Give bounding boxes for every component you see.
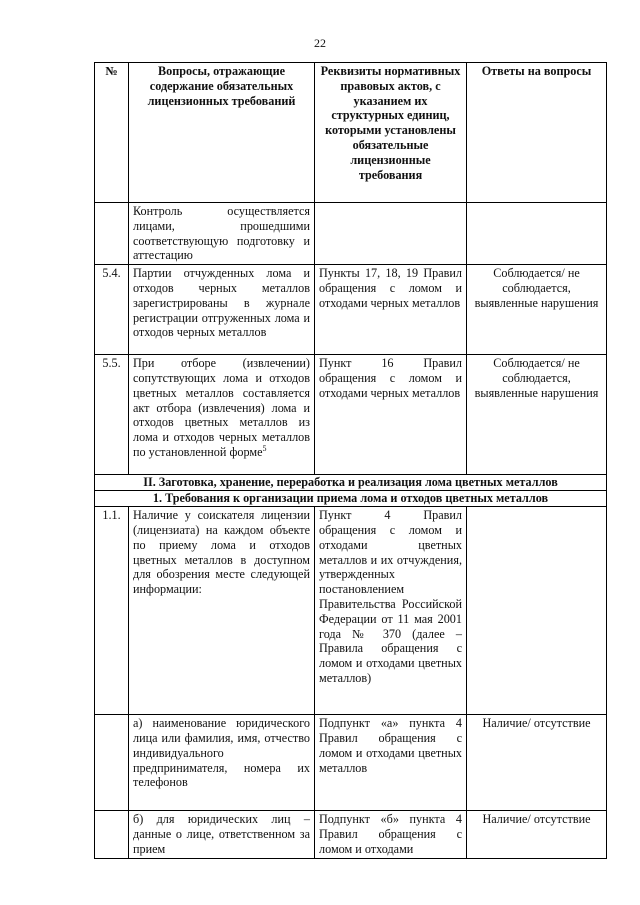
row-question: б) для юридических лиц – данные о лице, ответственном за прием [129,811,315,858]
row-answer: Наличие/ отсутствие [467,715,607,811]
table-row [95,715,607,811]
row-requisites: Подпункт «а» пункта 4 Правил обращения с ломом и отходами цветных металлов [315,715,467,811]
row-requisites: Пункт 16 Правил обращения с ломом и отходами черных металлов [315,355,467,475]
row-requisites: Пункты 17, 18, 19 Правил обращения с ломом и отходами черных металлов [315,265,467,355]
row-answer [467,507,607,715]
row-question [129,355,315,475]
section-heading: II. Заготовка, хранение, переработка и реализация лома цветных металлов [95,475,607,491]
row-number [95,203,129,265]
row-number [95,715,129,811]
table-row [95,265,607,355]
row-question-text: При отборе (извлечении) сопутствующих лома и отходов цветных металлов составляется акт отбора (извлечения) лома и отходов цветных металлов из лома и отходов черных металлов по установленной форме [133,356,310,459]
row-requisites: Подпункт «б» пункта 4 Правил обращения с ломом и отходами [315,811,467,858]
table-row [95,203,607,265]
header-questions: Вопросы, отражающие содержание обязательных лицензионных требований [129,63,315,203]
header-number: № [95,63,129,203]
license-requirements-table [94,62,607,859]
table-row [95,507,607,715]
row-answer [467,203,607,265]
row-number: 1.1. [95,507,129,715]
row-answer: Соблюдается/ не соблюдается, выявленные нарушения [467,355,607,475]
row-number: 5.5. [95,355,129,475]
row-number [95,811,129,858]
section-heading-row [95,475,607,491]
row-question: Партии отчужденных лома и отходов черных металлов зарегистрированы в журнале регистрации отгруженных лома и отходов черных металлов [129,265,315,355]
row-requisites: Пункт 4 Правил обращения с ломом и отходами цветных металлов и их отчуждения, утвержденных постановлением Правительства Российской Федерации от 11 мая 2001 года № 370 (далее – Правила обращения с ломом и отходами цветных металлов) [315,507,467,715]
row-question: а) наименование юридического лица или фамилия, имя, отчество индивидуального предпринимателя, номера их телефонов [129,715,315,811]
table-row [95,355,607,475]
row-question: Наличие у соискателя лицензии (лицензиата) на каждом объекте по приему лома и отходов цветных металлов в доступном для обозрения месте следующей информации: [129,507,315,715]
subsection-heading: 1. Требования к организации приема лома и отходов цветных металлов [95,491,607,507]
header-answers: Ответы на вопросы [467,63,607,203]
table-row [95,811,607,858]
header-requisites: Реквизиты нормативных правовых актов, с указанием их структурных единиц, которыми установлены обязательные лицензионные требования [315,63,467,203]
row-answer: Наличие/ отсутствие [467,811,607,858]
row-question: Контроль осуществляется лицами, прошедшими соответствующую подготовку и аттестацию [129,203,315,265]
subsection-heading-row [95,491,607,507]
row-number: 5.4. [95,265,129,355]
row-requisites [315,203,467,265]
page-number: 22 [314,36,326,50]
table-header-row [95,63,607,203]
footnote-marker: 5 [262,443,267,453]
row-answer: Соблюдается/ не соблюдается, выявленные нарушения [467,265,607,355]
